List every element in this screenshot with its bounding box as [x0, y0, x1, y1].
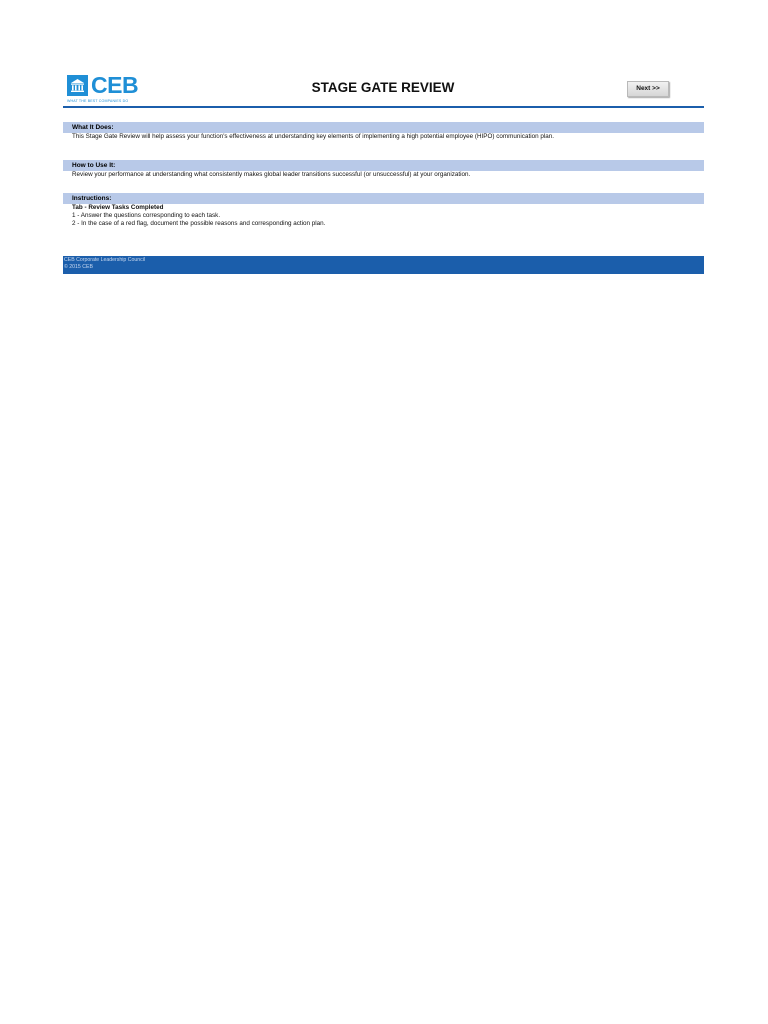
- ceb-logo: [67, 73, 147, 106]
- section-heading: What It Does:: [63, 122, 704, 133]
- section-heading: How to Use It:: [63, 160, 704, 171]
- section-body: [63, 133, 704, 141]
- building-icon: [67, 75, 88, 96]
- section-line: Review your performance at understanding what consistently makes global leader transitions successful (or unsuccessful) at your organization.: [72, 171, 471, 178]
- footer-org: CEB Corporate Leadership Council: [64, 257, 146, 263]
- header: [63, 70, 704, 108]
- logo-wordmark: CEB: [91, 72, 139, 98]
- section-instructions: [63, 193, 704, 228]
- instruction-step: 2 - In the case of a red flag, document the possible reasons and corresponding action plan.: [72, 220, 326, 227]
- instructions-tab-heading: Tab - Review Tasks Completed: [72, 204, 164, 211]
- logo-tagline: WHAT THE BEST COMPANIES DO: [67, 99, 129, 103]
- footer-copyright: © 2015 CEB: [64, 264, 93, 270]
- section-line: This Stage Gate Review will help assess your function's effectiveness at understanding key elements of implementing a high potential employee (HIPO) communication plan.: [72, 133, 554, 140]
- section-what-it-does: [63, 122, 704, 141]
- document-page: [63, 70, 704, 270]
- page-title: STAGE GATE REVIEW: [311, 80, 455, 95]
- section-how-to-use: [63, 160, 704, 179]
- footer-bar: [63, 256, 704, 274]
- section-body: [63, 171, 704, 179]
- section-heading: Instructions:: [63, 193, 704, 204]
- instruction-step: 1 - Answer the questions corresponding to each task.: [72, 212, 221, 219]
- section-body: [63, 204, 704, 228]
- next-button[interactable]: Next >>: [627, 81, 669, 97]
